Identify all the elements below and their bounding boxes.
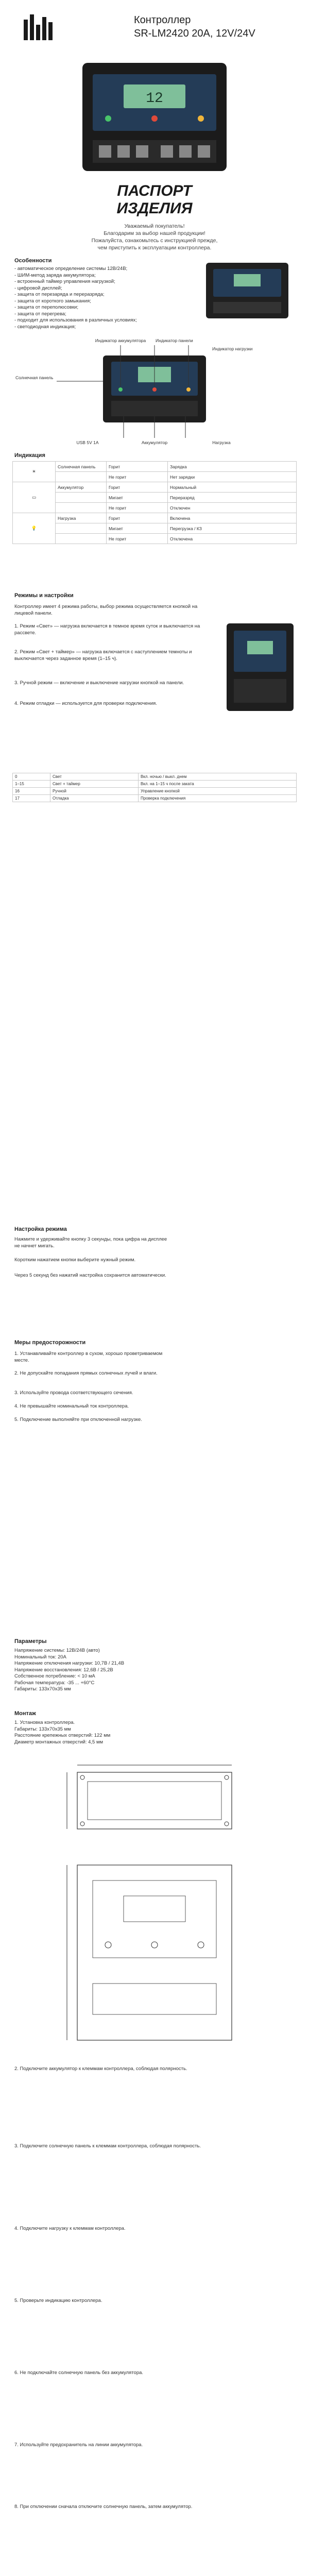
feature-item: - встроенный таймер управления нагрузкой; <box>14 279 115 284</box>
table-row <box>13 462 297 472</box>
table-row <box>13 788 297 795</box>
table-cell: Мигает <box>107 493 168 503</box>
brand-logo <box>21 12 88 43</box>
modes-heading: Режимы и настройки <box>14 592 74 599</box>
connection-p2: 3. Подключите солнечную панель к клеммам контроллера, соблюдая полярность. <box>14 2143 201 2149</box>
intro-text <box>57 223 252 251</box>
table-cell: Свет + таймер <box>50 781 138 788</box>
table-cell <box>56 523 107 534</box>
feature-item: - ШИМ-метод заряда аккумулятора; <box>14 272 96 278</box>
feature-item: - светодиодная индикация; <box>14 324 76 330</box>
table-cell <box>56 503 107 513</box>
connection-p5: 6. Не подключайте солнечную панель без аккумулятора. <box>14 2370 144 2376</box>
label-load: Нагрузка <box>212 440 231 445</box>
table-cell <box>56 472 107 482</box>
mounting-item: Диаметр монтажных отверстий: 4,5 мм <box>14 1739 104 1745</box>
table-cell: Отладка <box>50 795 138 802</box>
param-item: Напряжение системы: 12В/24В (авто) <box>14 1648 100 1653</box>
param-item: Напряжение отключения нагрузки: 10,7В / 21,4В <box>14 1660 125 1666</box>
table-cell: Нет зарядки <box>168 472 297 482</box>
setup-p3: Через 5 секунд без нажатий настройка сохранится автоматически. <box>14 1273 166 1278</box>
label-indicator-battery: Индикатор аккумулятора <box>95 338 146 343</box>
table-row <box>13 773 297 781</box>
indication-table <box>12 461 297 544</box>
table-cell: Нормальный <box>168 482 297 493</box>
table-row <box>13 795 297 802</box>
features-list <box>14 266 169 330</box>
solar-icon: ☀ <box>13 462 56 482</box>
table-cell: Солнечная панель <box>56 462 107 472</box>
setup-p1: Нажмите и удерживайте кнопку 3 секунды, пока цифра на дисплее не начнет мигать. <box>14 1236 167 1249</box>
feature-item: - защита от перезаряда и переразряда; <box>14 292 105 297</box>
controller-mode-image <box>221 618 299 716</box>
param-item: Габариты: 133x70x35 мм <box>14 1686 71 1692</box>
setup-p2: Коротким нажатием кнопки выберите нужный режим. <box>14 1257 136 1263</box>
badge-line-2: ИЗДЕЛИЯ <box>116 200 193 216</box>
param-item: Номинальный ток: 20А <box>14 1654 66 1660</box>
table-cell: Нагрузка <box>56 513 107 523</box>
table-row <box>13 493 297 503</box>
intro-line: Благодарим за выбор нашей продукции! <box>104 230 205 236</box>
intro-line: Пожалуйста, ознакомьтесь с инструкцией прежде, <box>91 238 218 244</box>
table-cell: Вкл. на 1–15 ч после заката <box>138 781 296 788</box>
table-cell: Горит <box>107 462 168 472</box>
table-cell: Отключена <box>168 534 297 544</box>
wiring-diagram <box>10 335 299 448</box>
modes-p4: 3. Ручной режим — включение и выключение нагрузки кнопкой на панели. <box>14 680 184 686</box>
table-cell: Переразряд <box>168 493 297 503</box>
safety-5: 5. Подключение выполняйте при отключенной нагрузке. <box>14 1417 142 1422</box>
table-row <box>13 472 297 482</box>
safety-1: 1. Устанавливайте контроллер в сухом, хорошо проветриваемом месте. <box>14 1351 163 1363</box>
modes-table <box>12 773 297 802</box>
connection-p3: 4. Подключите нагрузку к клеммам контроллера. <box>14 2226 126 2231</box>
passport-badge <box>77 180 232 216</box>
safety-4: 4. Не превышайте номинальный ток контроллера. <box>14 1403 129 1409</box>
mounting-item: 1. Установка контроллера. <box>14 1720 75 1725</box>
feature-item: - цифровой дисплей; <box>14 285 62 291</box>
table-cell: Зарядка <box>168 462 297 472</box>
table-cell: Перегрузка / КЗ <box>168 523 297 534</box>
table-row <box>13 503 297 513</box>
intro-line: чем приступить к эксплуатации контроллера. <box>97 245 212 251</box>
param-item: Рабочая температура: -35 ... +60°С <box>14 1680 95 1686</box>
intro-line: Уважаемый покупатель! <box>124 223 185 229</box>
table-cell: Не горит <box>107 534 168 544</box>
table-cell: Отключен <box>168 503 297 513</box>
mounting-list <box>14 1720 169 1745</box>
modes-p1: Контроллер имеет 4 режима работы, выбор режима осуществляется кнопкой на лицевой панели. <box>14 604 198 616</box>
safety-3: 3. Используйте провода соответствующего сечения. <box>14 1390 133 1396</box>
table-cell: 0 <box>13 773 50 781</box>
table-row <box>13 513 297 523</box>
table-cell <box>56 493 107 503</box>
connection-p1: 2. Подключите аккумулятор к клеммам контроллера, соблюдая полярность. <box>14 2066 187 2072</box>
modes-p2: 1. Режим «Свет» — нагрузка включается в темное время суток и выключается на рассвете. <box>14 623 200 636</box>
table-cell: Свет <box>50 773 138 781</box>
label-solar-panel: Солнечная панель <box>15 375 54 380</box>
table-cell: Аккумулятор <box>56 482 107 493</box>
table-cell: Не горит <box>107 503 168 513</box>
bulb-icon: 💡 <box>13 513 56 544</box>
feature-item: - защита от перегрева; <box>14 311 66 317</box>
modes-p5: 4. Режим отладки — используется для проверки подключения. <box>14 701 157 706</box>
table-cell: Управление кнопкой <box>138 788 296 795</box>
table-row <box>13 781 297 788</box>
setup-heading: Настройка режима <box>14 1226 67 1232</box>
connection-p4: 5. Проверьте индикацию контроллера. <box>14 2298 102 2303</box>
svg-text:12: 12 <box>146 91 163 107</box>
front-drawing <box>46 1855 263 2050</box>
battery-icon: ▭ <box>13 482 56 513</box>
feature-item: - подходит для использования в различных условиях; <box>14 317 137 323</box>
params-heading: Параметры <box>14 1638 47 1645</box>
table-cell: Вкл. ночью / выкл. днем <box>138 773 296 781</box>
table-cell: Горит <box>107 482 168 493</box>
table-cell: Ручной <box>50 788 138 795</box>
table-cell: Горит <box>107 513 168 523</box>
table-row <box>13 523 297 534</box>
feature-item: - защита от короткого замыкания; <box>14 298 91 304</box>
indication-heading: Индикация <box>14 452 45 459</box>
table-cell: Проверка подключения <box>138 795 296 802</box>
label-indicator-load: Индикатор нагрузки <box>212 346 253 351</box>
features-heading: Особенности <box>14 258 52 264</box>
table-cell: 16 <box>13 788 50 795</box>
safety-heading: Меры предосторожности <box>14 1340 86 1346</box>
dimension-drawing <box>46 1757 263 1844</box>
feature-item: - автоматическое определение системы 12В/24В; <box>14 266 128 272</box>
product-title: Контроллер <box>134 14 191 26</box>
feature-item: - защита от переполюсовки; <box>14 304 78 310</box>
param-item: Собственное потребление: < 10 мА <box>14 1673 95 1679</box>
label-usb: USB 5V 1A <box>76 440 99 445</box>
controller-cover-image <box>46 58 263 177</box>
table-cell: Не горит <box>107 472 168 482</box>
table-cell: Мигает <box>107 523 168 534</box>
product-model: SR-LM2420 20A, 12V/24V <box>134 28 255 39</box>
table-row <box>13 534 297 544</box>
params-list <box>14 1648 169 1693</box>
table-row <box>13 482 297 493</box>
label-indicator-panel: Индикатор панели <box>156 338 193 343</box>
connection-p7: 8. При отключении сначала отключите солнечную панель, затем аккумулятор. <box>14 2504 193 2510</box>
table-cell: 17 <box>13 795 50 802</box>
param-item: Напряжение восстановления: 12,6В / 25,2В <box>14 1667 113 1673</box>
mounting-item: Габариты: 133x70x35 мм <box>14 1726 71 1732</box>
badge-line-1: ПАСПОРТ <box>117 182 192 199</box>
modes-p3: 2. Режим «Свет + таймер» — нагрузка включается с наступлением темноты и выключается через заданное время (1–15 ч). <box>14 649 192 662</box>
label-battery: Аккумулятор <box>141 440 168 445</box>
controller-side-image <box>196 258 299 324</box>
header <box>21 9 288 50</box>
table-cell <box>56 534 107 544</box>
connection-p6: 7. Используйте предохранитель на линии аккумулятора. <box>14 2442 143 2448</box>
mounting-heading: Монтаж <box>14 1710 36 1717</box>
table-cell: 1–15 <box>13 781 50 788</box>
mounting-item: Расстояние крепежных отверстий: 122 мм <box>14 1733 111 1738</box>
safety-2: 2. Не допускайте попадания прямых солнечных лучей и влаги. <box>14 1370 158 1376</box>
table-cell: Включена <box>168 513 297 523</box>
